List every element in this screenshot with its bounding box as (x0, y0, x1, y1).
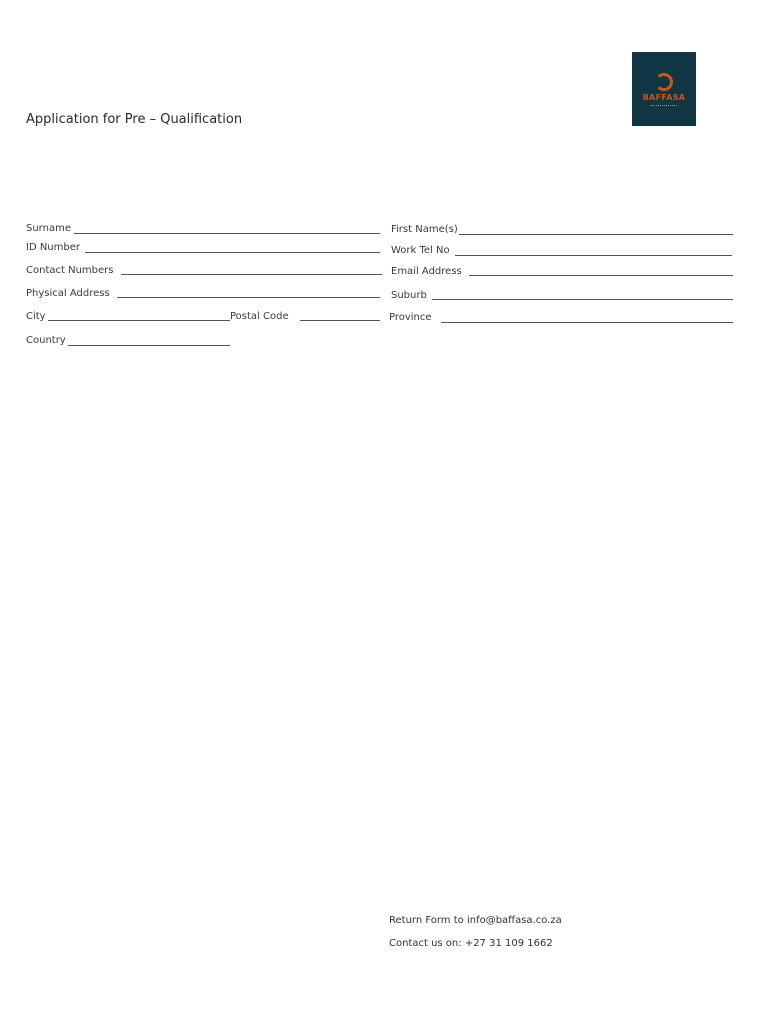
country-label: Country (26, 335, 66, 346)
postal-code-label: Postal Code (230, 311, 289, 322)
surname-field[interactable] (74, 233, 380, 234)
suburb-field[interactable] (432, 299, 733, 300)
contact-numbers-label: Contact Numbers (26, 265, 114, 276)
baffasa-logo (632, 52, 696, 126)
id-number-label: ID Number (26, 242, 80, 253)
first-names-field[interactable] (459, 234, 733, 235)
email-address-label: Email Address (391, 266, 462, 277)
id-number-field[interactable] (85, 252, 380, 253)
logo-mark-icon (655, 73, 673, 91)
province-label: Province (389, 312, 432, 323)
return-form-text: Return Form to info@baffasa.co.za (389, 915, 562, 926)
city-label: City (26, 311, 46, 322)
physical-address-field[interactable] (117, 297, 380, 298)
surname-label: Surname (26, 223, 71, 234)
suburb-label: Suburb (391, 290, 427, 301)
province-field[interactable] (441, 322, 733, 323)
city-field[interactable] (48, 320, 230, 321)
country-field[interactable] (68, 345, 230, 346)
logo-text: BAFFASA (642, 92, 686, 102)
postal-code-field[interactable] (300, 320, 380, 321)
physical-address-label: Physical Address (26, 288, 110, 299)
work-tel-field[interactable] (455, 255, 732, 256)
contact-numbers-field[interactable] (121, 274, 382, 275)
logo-tagline (651, 105, 677, 106)
email-address-field[interactable] (469, 275, 733, 276)
contact-text: Contact us on: +27 31 109 1662 (389, 938, 553, 949)
page-title: Application for Pre – Qualification (26, 112, 243, 127)
first-names-label: First Name(s) (391, 224, 458, 235)
work-tel-label: Work Tel No (391, 245, 450, 256)
